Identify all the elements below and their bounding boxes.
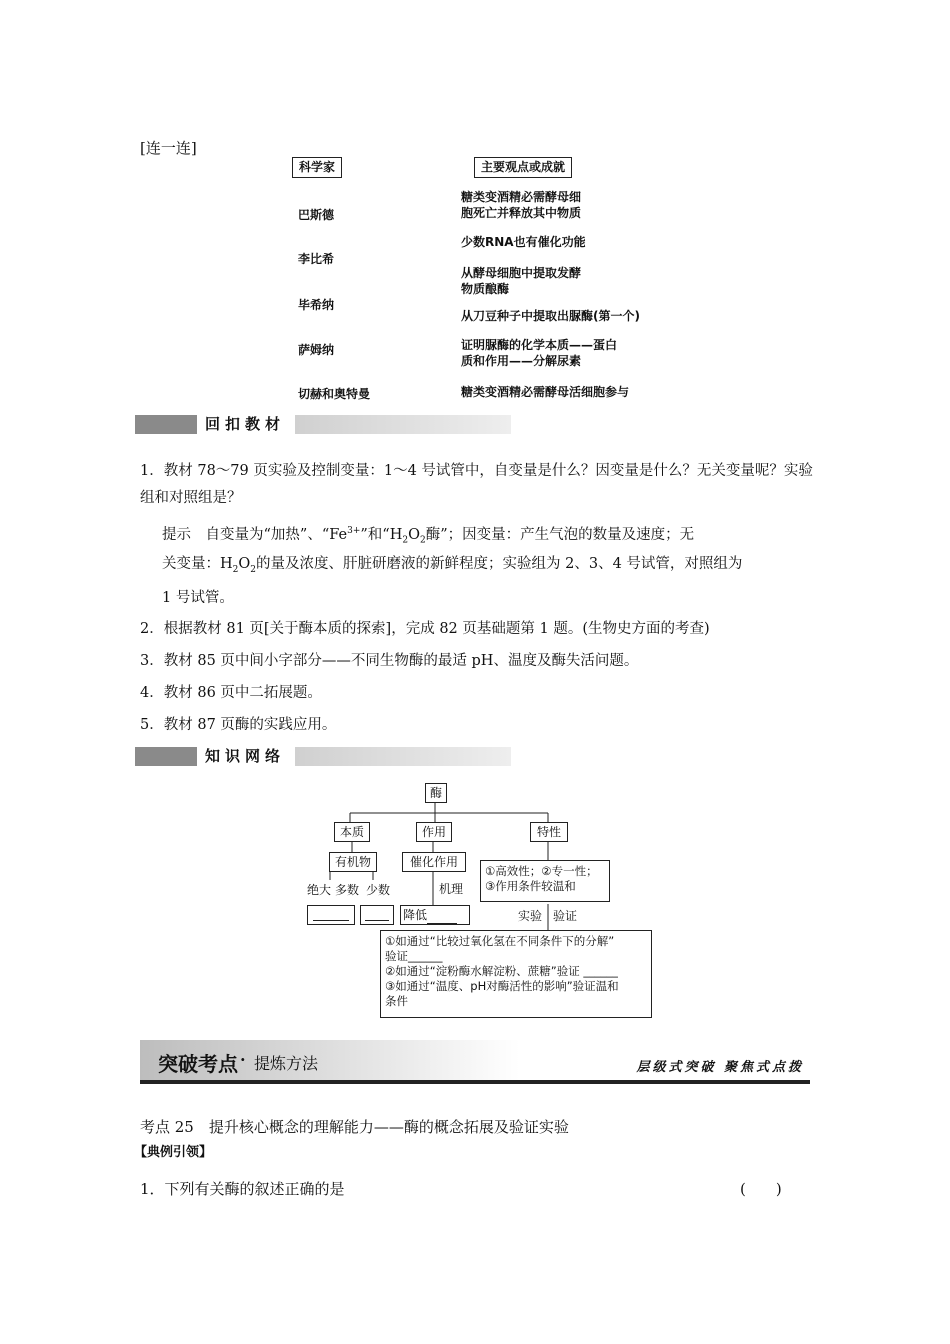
section-title: 回扣教材: [205, 415, 286, 433]
scientist-item[interactable]: 李比希: [298, 252, 335, 266]
blank-box-2[interactable]: [360, 905, 394, 925]
review-item-4: 4．教材 86 页中二拓展题。: [140, 685, 322, 701]
view-item[interactable]: 糖类变酒精必需酵母细 胞死亡并释放其中物质: [461, 190, 582, 220]
scientist-item[interactable]: 巴斯德: [298, 208, 335, 222]
node-catalysis: 催化作用: [402, 852, 466, 872]
view-item[interactable]: 从酵母细胞中提取发酵 物质酿酶: [461, 266, 582, 296]
banner-dot: ·: [240, 1050, 246, 1069]
node-nature: 本质: [334, 822, 370, 842]
scientist-item[interactable]: 切赫和奥特曼: [298, 387, 371, 401]
label-verify: 验证: [553, 909, 578, 923]
example-tag: 【典例引领】: [134, 1145, 213, 1160]
review-item-2: 2．根据教材 81 页[关于酶本质的探索]，完成 82 页基础题第 1 题。(生物史方面的考查): [140, 621, 710, 637]
node-organic: 有机物: [329, 852, 377, 872]
review-item-5: 5．教材 87 页酶的实践应用。: [140, 717, 337, 733]
blank-box-1[interactable]: [307, 905, 355, 925]
label-mostly: 绝大: [307, 883, 332, 897]
banner-breakthrough: [140, 1040, 810, 1084]
scientist-header: 科学家: [292, 157, 342, 178]
node-function: 作用: [416, 822, 452, 842]
view-item[interactable]: 糖类变酒精必需酵母活细胞参与: [461, 385, 630, 399]
section-title: 知识网络: [205, 747, 286, 765]
banner-mid: 提炼方法: [254, 1054, 319, 1073]
hint-line-2: 关变量：$H_2O_2$的量及浓度、肝脏研磨液的新鲜程度；实验组为 2、3、4 号试管，对照组为: [162, 556, 743, 575]
label-experiment: 实验: [518, 909, 543, 923]
view-item[interactable]: 从刀豆种子中提取出脲酶(第一个): [461, 309, 640, 323]
view-header: 主要观点或成就: [474, 157, 572, 178]
view-item[interactable]: 证明脲酶的化学本质——蛋白 质和作用——分解尿素: [461, 338, 618, 368]
node-properties-list: ①高效性；②专一性； ③作用条件较温和: [480, 860, 610, 902]
node-enzyme: 酶: [425, 783, 447, 803]
kaodian-title: 考点 25 提升核心概念的理解能力——酶的概念拓展及验证实验: [140, 1118, 569, 1136]
hint-line-3: 1 号试管。: [162, 590, 234, 606]
hint-line-1: 提示 自变量为“加热”、“$Fe^{3+}$”和“$H_2O_2$酶”；因变量：产生气泡的数量及速度；无: [162, 526, 695, 546]
label-mechanism: 机理: [439, 882, 464, 896]
label-few: 少数: [366, 883, 391, 897]
banner-right: 层级式突破 聚焦式点拨: [636, 1060, 804, 1075]
scientist-item[interactable]: 毕希纳: [298, 298, 335, 312]
node-property: 特性: [530, 822, 568, 842]
section-header-network: [135, 747, 511, 766]
view-item[interactable]: 少数RNA也有催化功能: [461, 235, 586, 249]
node-lower[interactable]: 降低: [400, 905, 470, 925]
review-item-1: 1．教材 78～79 页实验及控制变量：1～4 号试管中，自变量是什么？因变量是什么？无关变量呢？实验组和对照组是？: [140, 463, 813, 506]
section-header-review: [135, 415, 511, 434]
answer-paren[interactable]: ( ): [740, 1180, 782, 1198]
label-majority: 多数: [335, 883, 360, 897]
review-item-3: 3．教材 85 页中间小字部分——不同生物酶的最适 pH、温度及酶失活问题。: [140, 653, 639, 669]
banner-big: 突破考点: [158, 1052, 238, 1076]
node-verify-examples: ①如通过“比较过氧化氢在不同条件下的分解” 验证______ ②如通过“淀粉酶水解淀粉、蔗糖”验证 ______ ③如通过“温度、pH对酶活性的影响”验证温和 条件: [380, 930, 652, 1018]
scientist-item[interactable]: 萨姆纳: [298, 343, 335, 357]
question-1: 1．下列有关酶的叙述正确的是: [140, 1180, 345, 1198]
match-title: [连一连]: [140, 139, 197, 157]
